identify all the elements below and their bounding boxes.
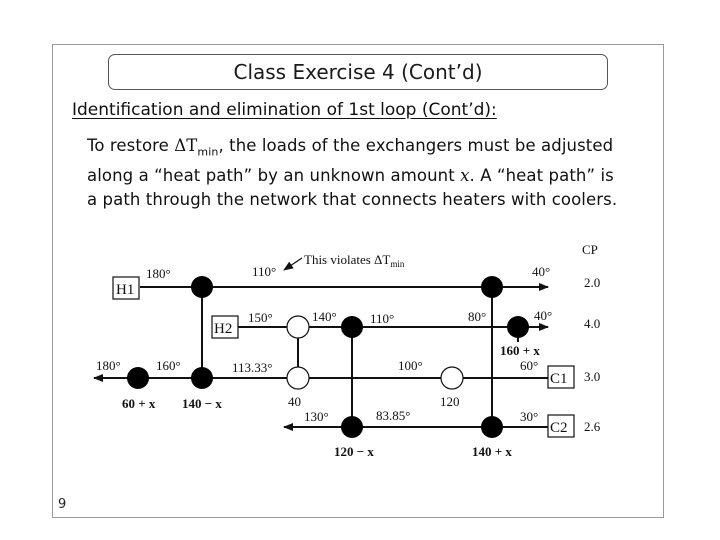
load-ex-h1-c1: 140 − x: [182, 396, 222, 411]
exchanger-unit-c1-open-2: [441, 367, 463, 389]
temp-h2-in: 150°: [248, 310, 273, 325]
stream-label-c1: C1: [550, 371, 568, 387]
heater-unit-c1: [127, 367, 149, 389]
temp-h2-b: 110°: [370, 311, 395, 326]
load-ex-h2-c2: 120 − x: [334, 444, 374, 459]
temp-c1-c: 100°: [398, 358, 423, 373]
load-cooler-h2: 160 + x: [500, 343, 540, 358]
temp-h2-c: 80°: [468, 309, 487, 324]
stream-label-h1: H1: [116, 282, 135, 298]
cp-header: CP: [582, 242, 598, 257]
exchanger-unit-h2-1: [341, 316, 363, 338]
temp-c2-mid: 83.85°: [376, 408, 411, 423]
page-number: 9: [58, 497, 67, 512]
annotation-text: This violates $\Delta T_{min}$: [304, 252, 405, 269]
exchanger-unit-h2-open: [287, 316, 309, 338]
cp-value-c1: 3.0: [584, 369, 601, 384]
temp-c2-in: 30°: [520, 409, 539, 424]
exchanger-unit-h1-1: [191, 276, 213, 298]
temp-h1-out: 40°: [532, 264, 551, 279]
section-subtitle: Identification and elimination of 1st loop (Cont’d):: [72, 100, 497, 120]
cp-value-h1: 2.0: [584, 275, 601, 290]
paragraph-middle: , the loads of the exchangers must be adjusted along a “heat path” by an unknown amount: [87, 136, 614, 186]
load-cooler-h1: 140 + x: [472, 444, 512, 459]
exchanger-unit-c2-1: [341, 416, 363, 438]
temp-h1-mid: 110°: [252, 264, 277, 279]
cp-value-h2: 4.0: [584, 316, 601, 331]
cp-value-c2: 2.6: [584, 419, 601, 434]
load-heater-c1: 60 + x: [122, 396, 156, 411]
paragraph-intro: To restore: [87, 136, 175, 155]
load-ex-h2-c1: 40: [288, 394, 301, 409]
load-ex-h1-c1-b: 120: [440, 394, 460, 409]
cooler-unit-h2: [507, 316, 529, 338]
exchanger-unit-h1-2: [481, 276, 503, 298]
exchanger-unit-c1-1: [191, 367, 213, 389]
exchanger-unit-c2-2: [481, 416, 503, 438]
temp-h2-out: 40°: [534, 308, 553, 323]
annotation-arrow: [284, 258, 302, 270]
paragraph-end: . A “heat path” is a path through the network that connects heaters with coolers.: [87, 166, 618, 210]
temp-c1-in: 60°: [520, 358, 539, 373]
exchanger-unit-c1-open-1: [287, 367, 309, 389]
temp-c1-b: 113.33°: [232, 360, 273, 375]
temp-h1-in: 180°: [146, 266, 171, 281]
delta-t-symbol: ΔT: [174, 136, 198, 155]
temp-c1-a: 160°: [156, 358, 181, 373]
temp-c1-out: 180°: [96, 358, 121, 373]
stream-label-c2: C2: [550, 420, 568, 436]
delta-t-subscript: min: [197, 145, 219, 159]
temp-h2-a: 140°: [312, 309, 337, 324]
variable-x: x: [460, 166, 470, 186]
temp-c2-out: 130°: [304, 409, 329, 424]
stream-label-h2: H2: [214, 321, 233, 337]
slide-title: Class Exercise 4 (Cont’d): [108, 54, 608, 90]
